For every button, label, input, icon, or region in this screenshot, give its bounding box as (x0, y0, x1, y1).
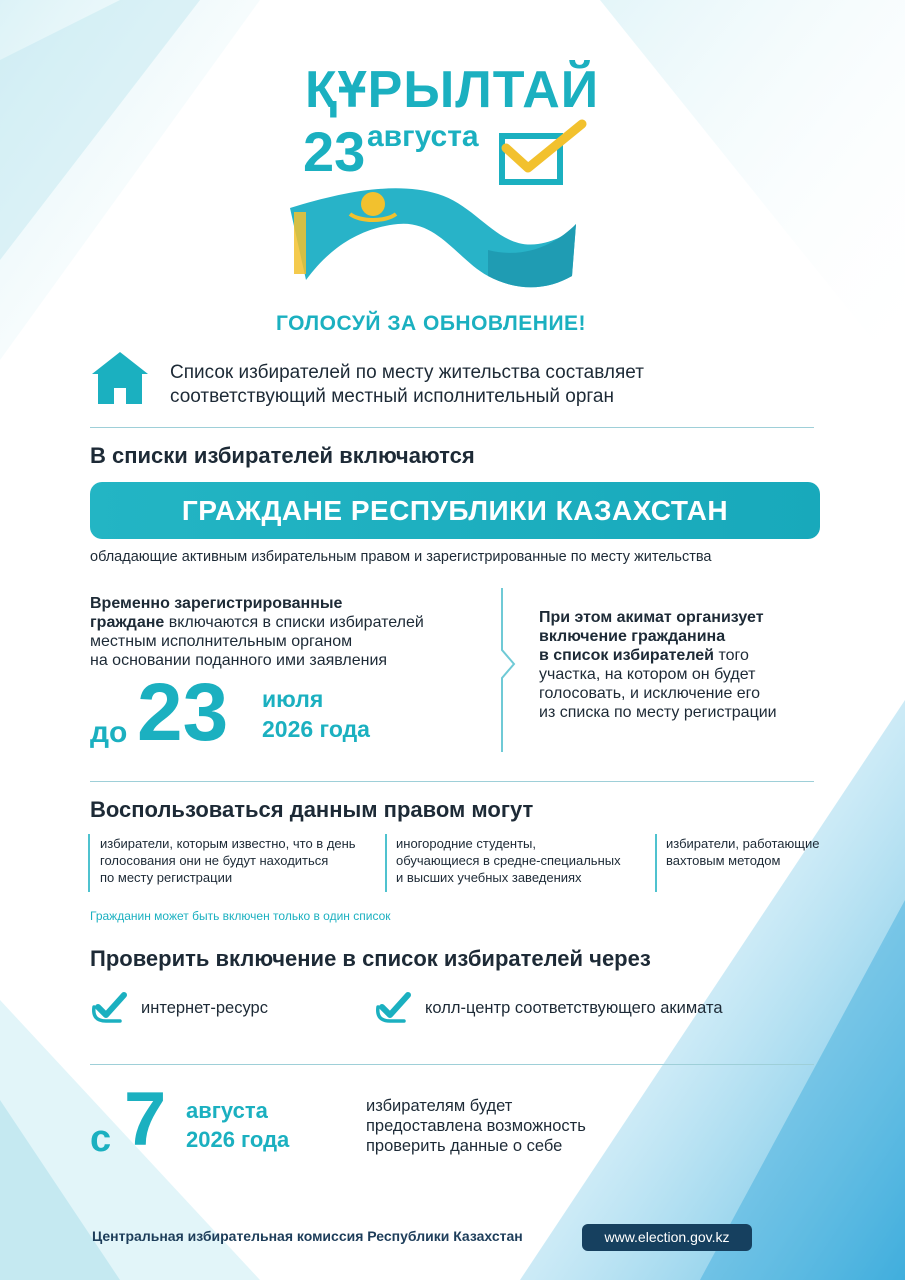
temporary-line-3: местным исполнительным органом (90, 633, 353, 650)
temporary-bold-line-2: граждане (90, 614, 165, 631)
voter-check-line-2: предоставлена возможность (366, 1117, 586, 1135)
eligible-column-2 (396, 835, 646, 886)
akimat-bold-line-3: в список избирателей (539, 647, 715, 664)
date-prefix: с (90, 1118, 112, 1160)
temporary-bold-line-1: Временно зарегистрированные (90, 595, 343, 612)
eligible-col1-line-1: избиратели, которым известно, что в день (100, 836, 356, 851)
eligible-col1-line-3: по месту регистрации (100, 870, 233, 885)
eligible-col3-line-1: избиратели, работающие (666, 836, 820, 851)
temporary-line-2-rest: включаются в списки избирателей (164, 614, 424, 631)
deadline-month: июля (262, 686, 324, 712)
check-icon (90, 991, 128, 1025)
akimat-line-4: участка, на котором он будет (539, 666, 756, 683)
check-option-call-center: колл-центр соответствующего акимата (425, 999, 723, 1017)
check-option-internet: интернет-ресурс (141, 999, 268, 1017)
logo-day: 23 (303, 120, 366, 183)
banner-note: обладающие активным избирательным правом и зарегистрированные по месту жительства (90, 549, 712, 565)
column-bar (655, 834, 657, 892)
flag-ribbon-icon (288, 180, 578, 300)
column-bar (88, 834, 90, 892)
divider (90, 1064, 814, 1065)
akimat-text (539, 608, 839, 722)
house-icon (92, 350, 148, 406)
akimat-line-5: голосовать, и исключение его (539, 685, 761, 702)
akimat-line-6: из списка по месту регистрации (539, 704, 777, 721)
date-month: августа (186, 1098, 268, 1123)
voter-check-line-1: избирателям будет (366, 1097, 513, 1115)
column-bar (385, 834, 387, 892)
footer-website-link[interactable]: www.election.gov.kz (582, 1224, 752, 1251)
eligible-col2-line-2: обучающиеся в средне-специальных (396, 853, 621, 868)
eligible-column-1 (100, 835, 380, 886)
check-icon (374, 991, 412, 1025)
intro-text (170, 361, 770, 409)
akimat-bold-line-1: При этом акимат организует (539, 609, 764, 626)
deadline-day: 23 (137, 667, 229, 758)
akimat-bold-line-2: включение гражданина (539, 628, 726, 645)
footer-organization: Центральная избирательная комиссия Республики Казахстан (92, 1228, 523, 1244)
voter-check-line-3: проверить данные о себе (366, 1137, 563, 1155)
eligible-col3-line-2: вахтовым методом (666, 853, 781, 868)
section-heading-included: В списки избирателей включаются (90, 443, 475, 468)
intro-line-1: Список избирателей по месту жительства составляет (170, 362, 644, 383)
eligible-column-3 (666, 835, 856, 869)
section-heading-eligible: Воспользоваться данным правом могут (90, 797, 534, 822)
ballot-check-icon (498, 118, 588, 188)
logo-title: ҚҰРЫЛТАЙ (305, 61, 600, 119)
eligible-col2-line-1: иногородние студенты, (396, 836, 536, 851)
date-day: 7 (124, 1077, 167, 1162)
single-list-footnote: Гражданин может быть включен только в один список (90, 909, 391, 923)
eligible-col2-line-3: и высших учебных заведениях (396, 870, 582, 885)
temporary-registration-text (90, 594, 490, 670)
akimat-line-3-rest: того (714, 647, 749, 664)
voter-check-text (366, 1096, 666, 1156)
citizens-banner: ГРАЖДАНЕ РЕСПУБЛИКИ КАЗАХСТАН (90, 482, 820, 539)
intro-line-2: соответствующий местный исполнительный орган (170, 386, 614, 407)
tagline: ГОЛОСУЙ ЗА ОБНОВЛЕНИЕ! (275, 312, 587, 335)
date-year: 2026 года (186, 1127, 290, 1152)
temporary-line-4: на основании поданного ими заявления (90, 652, 388, 669)
logo-month: августа (367, 120, 479, 153)
column-separator-arrow (498, 588, 522, 752)
divider (90, 781, 814, 782)
section-heading-check: Проверить включение в список избирателей через (90, 946, 651, 971)
deadline-year: 2026 года (262, 716, 370, 742)
eligible-col1-line-2: голосования они не будут находиться (100, 853, 329, 868)
deadline-prefix: до (90, 716, 128, 749)
divider (90, 427, 814, 428)
